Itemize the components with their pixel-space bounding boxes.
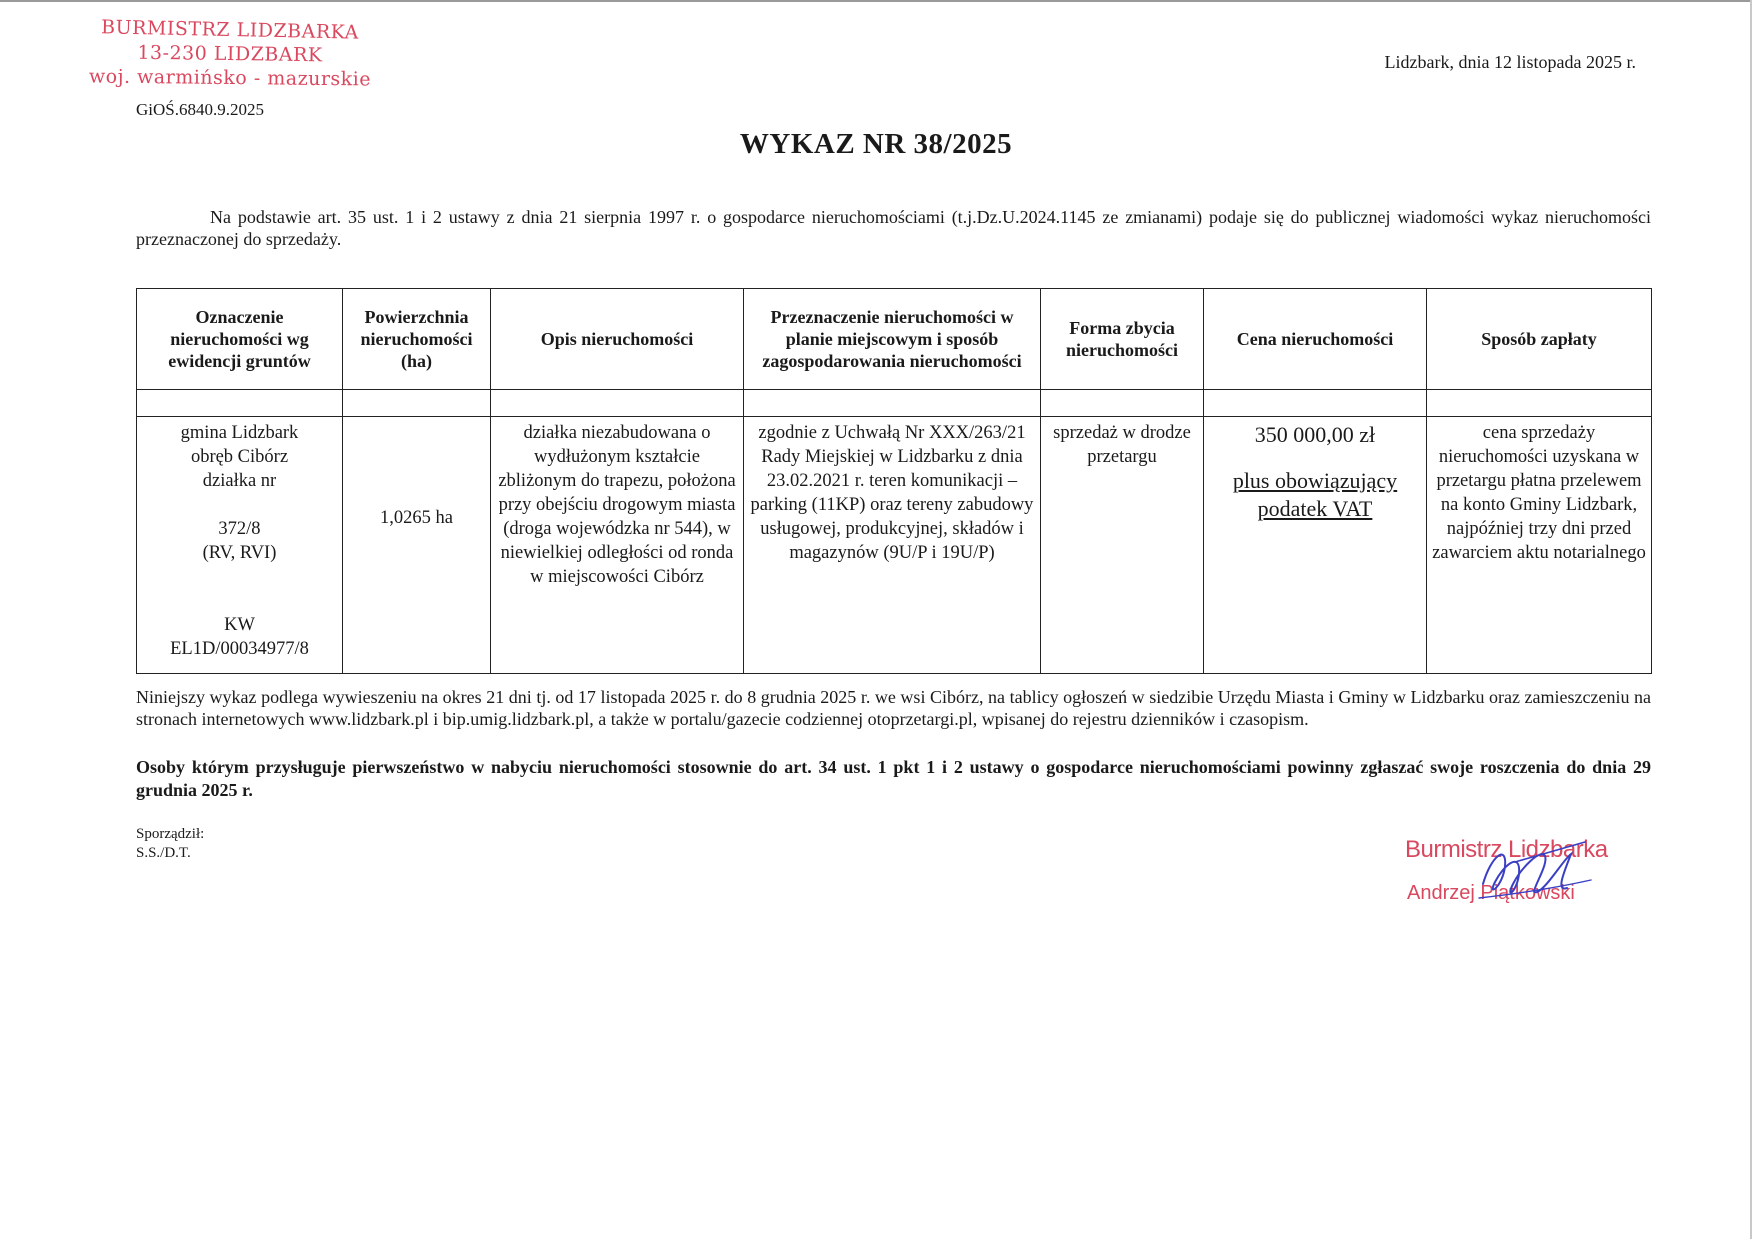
designation-commune: gmina Lidzbark xyxy=(180,423,299,443)
priority-notice: Osoby którym przysługuje pierwszeństwo w nabyciu nieruchomości stosownie do art. 34 ust. 1 pkt 1 i 2 ustawy o gospodarce nieruchomościami powinny zgłaszać swoje roszczenia do dnia 29 grudnia 2025 r. xyxy=(136,757,1651,800)
stamp-line-3: woj. warmińsko - mazurskie xyxy=(88,65,372,91)
signature-name: Andrzej Piątkowski xyxy=(1407,882,1575,904)
posting-notice: Niniejszy wykaz podlega wywieszeniu na okres 21 dni tj. od 17 listopada 2025 r. do 8 grudnia 2025 r. we wsi Cibórz, na tablicy ogłoszeń w siedzibie Urzędu Miasta i Gminy w Lidzbarku oraz zamieszczeniu na stronach internetowych www.lidzbark.pl i bip.umig.lidzbark.pl, a także w portalu/gazecie codziennej otoprzetargi.pl, wpisanej do rejestru dzienników i czasopism. xyxy=(136,687,1651,729)
table-row xyxy=(137,417,1652,674)
header-form: Forma zbycia nieruchomości xyxy=(1041,289,1204,390)
price-vat-note: plus obowiązujący podatek VAT xyxy=(1232,468,1398,521)
mayor-signature xyxy=(1395,826,1635,936)
cell-description: działka niezabudowana o wydłużonym kształcie zbliżonym do trapezu, położona przy obejściu drogowym miasta (droga wojewódzka nr 544), w niewielkiej odległości od ronda w miejscowości Cibórz xyxy=(491,417,744,674)
stamp-line-2: 13-230 LIDZBARK xyxy=(137,41,323,67)
area-value: 1,0265 ha xyxy=(380,508,453,528)
office-stamp xyxy=(80,18,380,90)
designation-kw-label: KW xyxy=(224,615,255,635)
intro-paragraph: Na podstawie art. 35 ust. 1 i 2 ustawy z dnia 21 sierpnia 1997 r. o gospodarce nieruchomościami (t.j.Dz.U.2024.1145 ze zmianami) podaje się do publicznej wiadomości wykaz nieruchomości przeznaczonej do sprzedaży. xyxy=(136,207,1651,249)
cell-designation xyxy=(137,417,343,674)
header-purpose: Przeznaczenie nieruchomości w planie miejscowym i sposób zagospodarowania nieruchomości xyxy=(744,289,1041,390)
cell-purpose: zgodnie z Uchwałą Nr XXX/263/21 Rady Miejskiej w Lidzbarku z dnia 23.02.2021 r. teren komunikacji – parking (11KP) oraz tereny zabudowy usługowej, produkcyjnej, składów i magazynów (9U/P i 19U/P) xyxy=(744,417,1041,674)
header-price: Cena nieruchomości xyxy=(1204,289,1427,390)
handwritten-signature-icon xyxy=(1395,826,1635,936)
top-edge-rule xyxy=(0,0,1752,2)
price-value: 350 000,00 zł xyxy=(1254,422,1376,447)
place-and-date: Lidzbark, dnia 12 listopada 2025 r. xyxy=(1384,52,1636,72)
header-area: Powierzchnia nieruchomości (ha) xyxy=(343,289,491,390)
designation-plot-label: działka nr xyxy=(202,471,277,491)
cell-payment: cena sprzedaży nieruchomości uzyskana w przetargu płatna przelewem na konto Gminy Lidzbark, najpóźniej trzy dni przed zawarciem aktu notarialnego xyxy=(1427,417,1652,674)
table-header-row xyxy=(137,289,1652,390)
header-payment: Sposób zapłaty xyxy=(1427,289,1652,390)
cell-form: sprzedaż w drodze przetargu xyxy=(1041,417,1204,674)
header-description: Opis nieruchomości xyxy=(491,289,744,390)
signature-title: Burmistrz Lidzbarka xyxy=(1405,836,1608,863)
page-title: WYKAZ NR 38/2025 xyxy=(739,128,1013,160)
stamp-line-1: BURMISTRZ LIDZBARKA xyxy=(100,16,360,44)
header-designation: Oznaczenie nieruchomości wg ewidencji gruntów xyxy=(137,289,343,390)
table-spacer-row xyxy=(137,390,1652,417)
designation-precinct: obręb Cibórz xyxy=(190,447,289,467)
prepared-by xyxy=(136,825,204,863)
document-reference: GiOŚ.6840.9.2025 xyxy=(136,100,264,119)
cell-price xyxy=(1204,417,1427,674)
prepared-by-initials: S.S./D.T. xyxy=(136,845,191,861)
designation-soil-class: (RV, RVI) xyxy=(202,543,277,563)
designation-kw-number: EL1D/00034977/8 xyxy=(170,639,309,659)
prepared-by-label: Sporządził: xyxy=(136,826,205,842)
cell-area xyxy=(343,417,491,674)
designation-plot-number: 372/8 xyxy=(218,519,261,539)
property-register-table xyxy=(136,288,1652,674)
